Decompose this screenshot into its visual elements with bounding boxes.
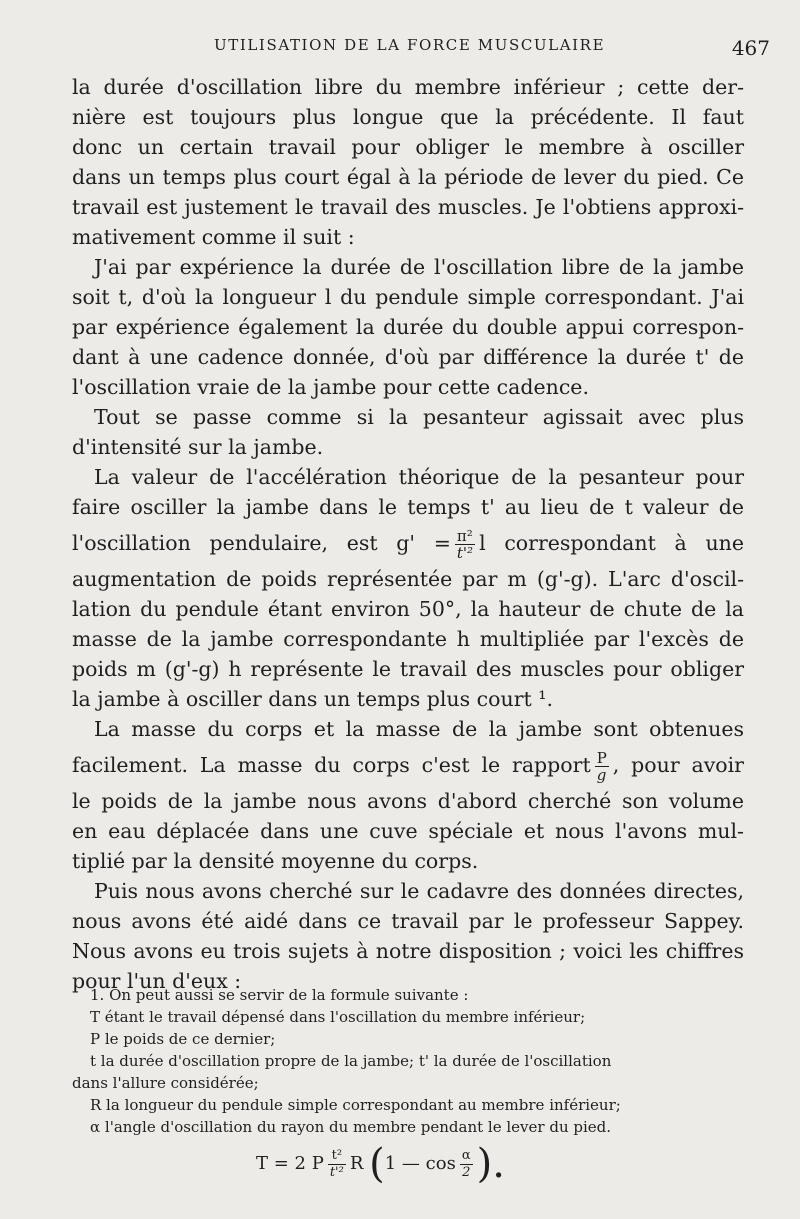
formula-inner: 1 — cos <box>384 1153 456 1174</box>
text-line: nous avons été aidé dans ce travail par le professeur Sappey. <box>72 909 744 933</box>
text-line: nière est toujours plus longue que la précédente. Il faut <box>72 105 744 129</box>
text-line: donc un certain travail pour obliger le membre à osciller <box>72 135 744 159</box>
formula-time-fraction <box>328 1148 346 1181</box>
text-line: soit t, d'où la longueur l du pendule simple correspondant. J'ai <box>72 285 744 309</box>
equation-line <box>72 522 744 564</box>
text-line: Puis nous avons cherché sur le cadavre des données directes, <box>94 879 744 903</box>
main-text <box>72 72 744 996</box>
text-line: pour l'un d'eux : <box>72 969 242 993</box>
text-line: dant à une cadence donnée, d'où par différence la durée t' de <box>72 345 744 369</box>
text-line: la durée d'oscillation libre du membre inférieur ; cette der- <box>72 75 744 99</box>
equation-text-after: l correspondant à une <box>479 531 744 555</box>
pi-over-t-fraction <box>455 528 475 561</box>
text-line: Nous avons eu trois sujets à notre disposition ; voici les chiffres <box>72 939 744 963</box>
footnote-line: 1. On peut aussi se servir de la formule suivante : <box>90 986 469 1004</box>
footnote-line: dans l'allure considérée; <box>72 1074 259 1092</box>
formula-close-paren: ). <box>476 1141 505 1187</box>
equation-text-before: l'oscillation pendulaire, est g' = <box>72 531 451 555</box>
footnote-line: α l'angle d'oscillation du rayon du membre pendant le lever du pied. <box>90 1118 612 1136</box>
text-line: la jambe à osciller dans un temps plus court ¹. <box>72 687 553 711</box>
text-line: La valeur de l'accélération théorique de la pesanteur pour <box>94 465 744 489</box>
text-line: masse de la jambe correspondante h multipliée par l'excès de <box>72 627 744 651</box>
work-formula <box>256 1136 586 1192</box>
fraction-numerator: t² <box>328 1148 346 1165</box>
mass-text-before: facilement. La masse du corps c'est le rapport <box>72 753 591 777</box>
text-line: La masse du corps et la masse de la jambe sont obtenues <box>94 717 744 741</box>
text-line: poids m (g'-g) h représente le travail des muscles pour obliger <box>72 657 744 681</box>
fraction-denominator: 2 <box>462 1164 471 1180</box>
fraction-numerator: P <box>596 749 607 767</box>
text-line: le poids de la jambe nous avons d'abord cherché son volume <box>72 789 744 813</box>
text-line: d'intensité sur la jambe. <box>72 435 324 459</box>
text-line: Tout se passe comme si la pesanteur agissait avec plus <box>94 405 744 429</box>
fraction-denominator: t'² <box>456 544 474 562</box>
text-line: l'oscillation vraie de la jambe pour cette cadence. <box>72 375 589 399</box>
text-line: mativement comme il suit : <box>72 225 355 249</box>
formula-alpha-fraction <box>460 1148 473 1181</box>
text-line: tiplié par la densité moyenne du corps. <box>72 849 479 873</box>
text-line: lation du pendule étant environ 50°, la hauteur de chute de la <box>72 597 744 621</box>
text-line: augmentation de poids représentée par m (g'-g). L'arc d'oscil- <box>72 567 744 591</box>
text-line: en eau déplacée dans une cuve spéciale et nous l'avons mul- <box>72 819 744 843</box>
formula-middle: R <box>349 1153 364 1174</box>
fraction-denominator: t'² <box>329 1164 344 1180</box>
mass-text-after: , pour avoir <box>612 753 744 777</box>
page-number: 467 <box>731 36 770 60</box>
fraction-numerator: π² <box>455 528 475 545</box>
text-line: travail est justement le travail des muscles. Je l'obtiens approxi- <box>72 195 744 219</box>
text-line: dans un temps plus court égal à la période de lever du pied. Ce <box>72 165 744 189</box>
page-header <box>0 30 800 60</box>
formula-open-paren: ( <box>369 1141 385 1187</box>
running-title: UTILISATION DE LA FORCE MUSCULAIRE <box>214 36 606 54</box>
text-line: faire osciller la jambe dans le temps t' au lieu de t valeur de <box>72 495 744 519</box>
footnote-line: R la longueur du pendule simple correspondant au membre inférieur; <box>90 1096 621 1114</box>
text-line: par expérience également la durée du double appui correspon- <box>72 315 744 339</box>
footnote-line: P le poids de ce dernier; <box>90 1030 276 1048</box>
footnote-line: T étant le travail dépensé dans l'oscillation du membre inférieur; <box>90 1008 586 1026</box>
fraction-denominator: g <box>596 766 607 784</box>
mass-ratio-line <box>72 744 744 786</box>
fraction-numerator: α <box>461 1147 471 1163</box>
footnotes <box>72 984 746 1138</box>
formula-left: T = 2 P <box>256 1153 324 1174</box>
text-line: J'ai par expérience la durée de l'oscillation libre de la jambe <box>94 255 744 279</box>
footnote-line: t la durée d'oscillation propre de la jambe; t' la durée de l'oscillation <box>90 1052 612 1070</box>
p-over-g-fraction <box>595 750 609 783</box>
